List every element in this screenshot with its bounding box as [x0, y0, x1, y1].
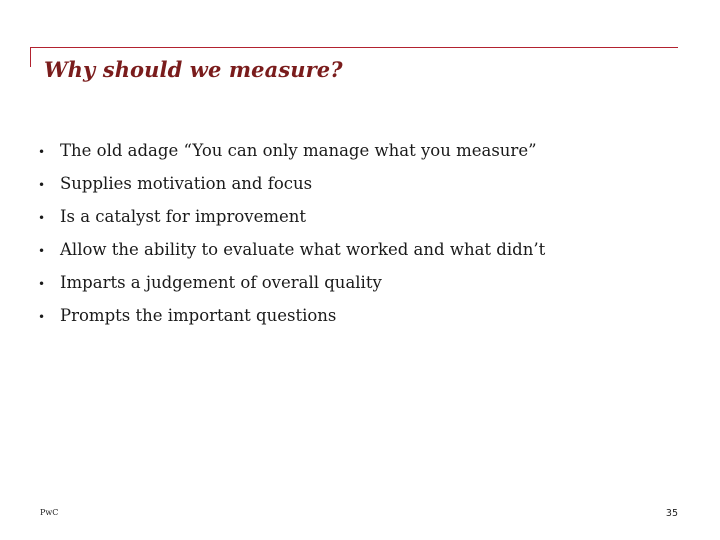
bullet-item — [38, 174, 545, 207]
bullet-text: Prompts the important questions — [60, 306, 337, 325]
title-rule-left — [30, 47, 31, 67]
bullet-item — [38, 207, 545, 240]
bullet-item — [38, 306, 545, 339]
bullet-item — [38, 240, 545, 273]
bullet-text: Is a catalyst for improvement — [60, 207, 307, 226]
bullet-dot-icon: • — [38, 310, 46, 324]
footer-brand-logo: PwC — [40, 508, 59, 517]
bullet-text: Allow the ability to evaluate what worked and what didn’t — [60, 240, 546, 259]
page-number: 35 — [665, 508, 678, 519]
title-rule-top — [30, 47, 678, 48]
bullet-dot-icon: • — [38, 178, 46, 192]
bullet-dot-icon: • — [38, 277, 46, 291]
bullet-list — [38, 141, 545, 339]
bullet-text: The old adage “You can only manage what you measure” — [60, 141, 537, 160]
bullet-dot-icon: • — [38, 145, 46, 159]
slide-title: Why should we measure? — [44, 57, 343, 82]
bullet-text: Supplies motivation and focus — [60, 174, 313, 193]
bullet-item — [38, 273, 545, 306]
bullet-text: Imparts a judgement of overall quality — [60, 273, 382, 292]
bullet-dot-icon: • — [38, 211, 46, 225]
bullet-dot-icon: • — [38, 244, 46, 258]
bullet-item — [38, 141, 545, 174]
